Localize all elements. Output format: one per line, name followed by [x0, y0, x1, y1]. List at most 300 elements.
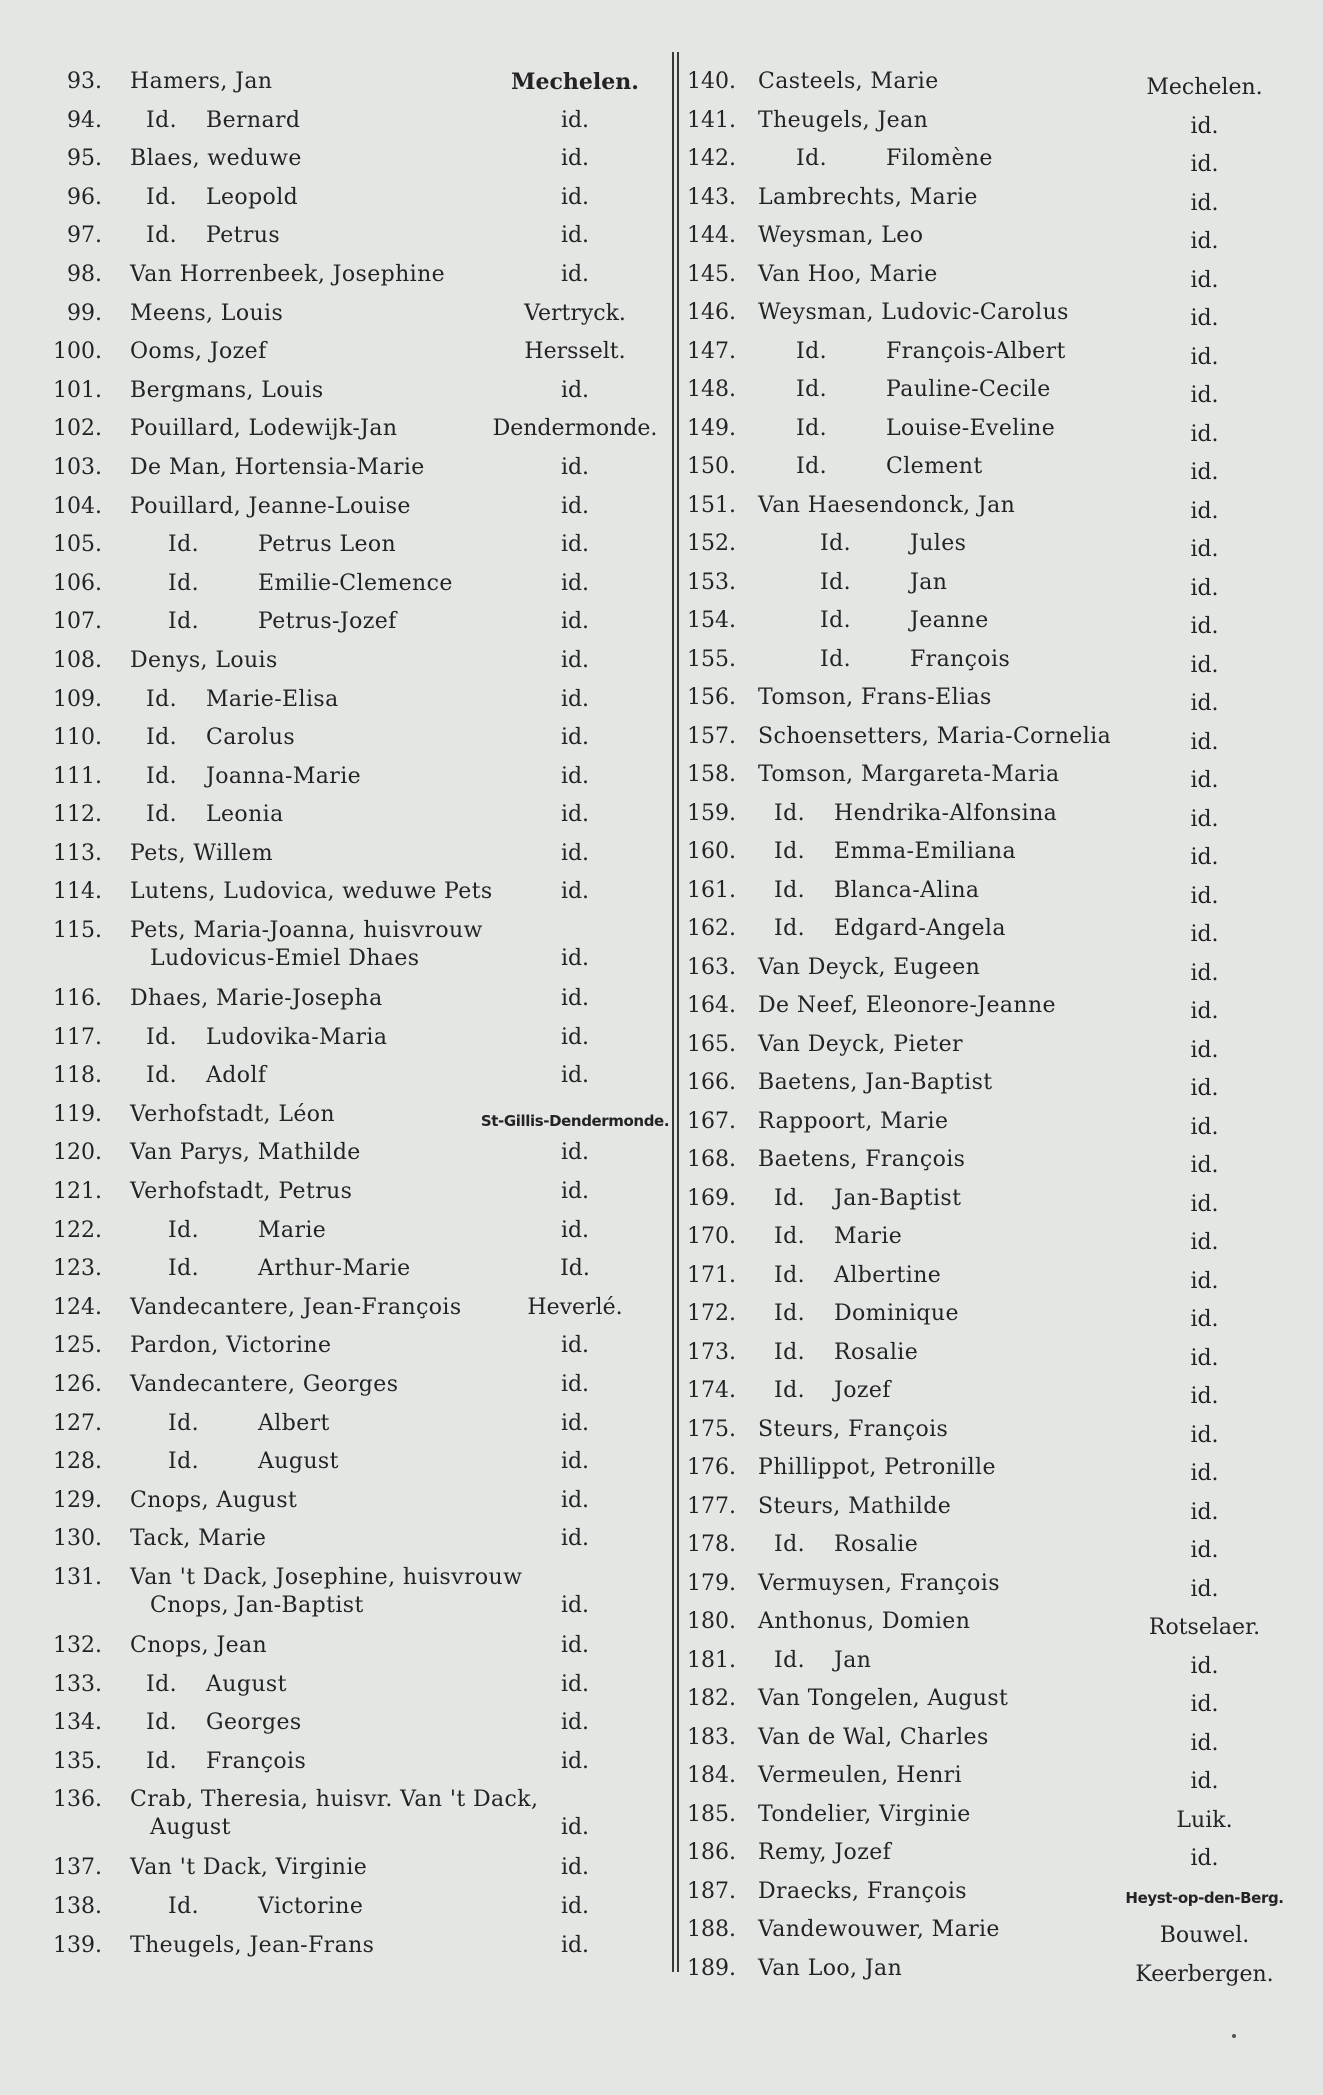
page-mark	[1232, 2034, 1236, 2038]
entry-place: id.	[1190, 1384, 1219, 1409]
register-entry	[40, 1371, 670, 1410]
entry-place: id.	[560, 146, 590, 172]
entry-number: 175.	[687, 1416, 736, 1442]
given-name: Petrus-Jozef	[258, 609, 397, 635]
register-entry	[682, 1801, 1302, 1840]
given-name: Albert	[258, 1410, 330, 1436]
entry-number: 130.	[53, 1526, 102, 1552]
entry-number: 137.	[53, 1855, 102, 1881]
entry-place: Rotselaer.	[1148, 1615, 1261, 1640]
ditto-id: Id.	[168, 1893, 199, 1919]
name-continuation: Cnops, Jan-Baptist	[150, 1592, 364, 1618]
entry-place: id.	[560, 946, 590, 972]
full-name: Van Deyck, Eugeen	[758, 954, 981, 980]
entry-place: id.	[1190, 1846, 1219, 1871]
given-name: Jules	[910, 531, 967, 556]
entry-place: id.	[1190, 152, 1219, 177]
entry-place: id.	[1190, 1499, 1219, 1525]
entry-number: 127.	[53, 1410, 102, 1436]
register-entry	[40, 1139, 670, 1178]
ditto-id: Id.	[796, 377, 827, 402]
register-entry	[40, 647, 670, 686]
register-entry	[682, 1300, 1302, 1339]
entry-number: 139.	[53, 1932, 102, 1958]
entry-number: 142.	[687, 146, 736, 171]
entry-number: 172.	[687, 1301, 736, 1326]
register-entry	[40, 531, 670, 570]
register-entry	[682, 607, 1302, 646]
entry-number: 154.	[687, 608, 736, 633]
entry-number: 151.	[687, 492, 736, 518]
entry-number: 107.	[53, 609, 102, 635]
register-entry	[40, 1564, 670, 1632]
entry-number: 150.	[687, 454, 736, 479]
entry-place: id.	[560, 377, 590, 403]
entry-number: 105.	[53, 532, 102, 558]
entry-number: 184.	[687, 1763, 736, 1788]
entry-place: id.	[560, 184, 590, 210]
register-entry	[682, 1262, 1302, 1301]
register-entry	[40, 1255, 670, 1294]
entry-number: 166.	[687, 1070, 736, 1095]
ditto-id: Id.	[146, 1024, 177, 1050]
register-entry	[40, 1217, 670, 1256]
entry-place: id.	[1190, 1653, 1219, 1679]
full-name: Van Horrenbeek, Josephine	[130, 261, 446, 287]
register-entry	[682, 761, 1302, 800]
given-name: Marie	[834, 1224, 903, 1249]
entry-number: 131.	[53, 1564, 102, 1590]
full-name: Verhofstadt, Petrus	[130, 1179, 353, 1205]
name-continuation: Ludovicus-Emiel Dhaes	[150, 946, 420, 972]
ditto-id: Id.	[146, 802, 177, 828]
register-entry	[682, 646, 1302, 685]
entry-number: 167.	[687, 1108, 736, 1134]
full-name: Denys, Louis	[130, 647, 278, 673]
register-entry	[682, 1416, 1302, 1455]
register-entry	[40, 1893, 670, 1932]
left-column	[40, 68, 670, 1970]
register-entry	[682, 376, 1302, 415]
entry-place: Heyst-op-den-Berg.	[1125, 1888, 1284, 1907]
ditto-id: Id.	[774, 839, 805, 864]
entry-number: 117.	[53, 1024, 102, 1050]
ditto-id: Id.	[820, 608, 851, 633]
full-name: Pets, Willem	[130, 840, 273, 866]
register-entry	[682, 877, 1302, 916]
entry-number: 177.	[687, 1493, 736, 1519]
full-name: Van 't Dack, Josephine, huisvrouw	[130, 1564, 523, 1590]
full-name: Lambrechts, Marie	[758, 184, 978, 210]
register-entry	[682, 1377, 1302, 1416]
entry-place: id.	[1190, 1191, 1219, 1217]
full-name: Dhaes, Marie-Josepha	[130, 986, 383, 1012]
ditto-id: Id.	[168, 1449, 199, 1475]
entry-place: id.	[1190, 1422, 1219, 1448]
full-name: Bergmans, Louis	[130, 377, 324, 403]
entry-place: id.	[560, 1526, 590, 1552]
full-name: Meens, Louis	[130, 300, 284, 326]
entry-number: 187.	[687, 1878, 736, 1904]
given-name: August	[258, 1449, 339, 1475]
ditto-id: Id.	[774, 1532, 805, 1557]
entry-place: id.	[560, 1179, 590, 1205]
entry-place: id.	[1190, 537, 1219, 562]
entry-number: 188.	[687, 1917, 736, 1942]
entry-number: 152.	[687, 531, 736, 556]
given-name: Georges	[206, 1710, 302, 1736]
entry-place: id.	[1190, 806, 1219, 832]
full-name: Rappoort, Marie	[758, 1108, 949, 1134]
given-name: Emilie-Clemence	[258, 570, 453, 596]
entry-place: id.	[1190, 383, 1219, 408]
register-entry	[682, 492, 1302, 531]
register-entry	[682, 723, 1302, 762]
given-name: François	[910, 646, 1011, 672]
ditto-id: Id.	[146, 107, 177, 133]
register-entry	[40, 107, 670, 146]
entry-place: id.	[560, 493, 590, 519]
register-entry	[40, 840, 670, 879]
entry-number: 119.	[53, 1101, 102, 1127]
ditto-id: Id.	[796, 415, 827, 441]
full-name: Phillippot, Petronille	[758, 1455, 996, 1480]
entry-place: id.	[1190, 1769, 1219, 1794]
register-entry	[40, 68, 670, 107]
entry-number: 161.	[687, 877, 736, 903]
register-entry	[682, 1955, 1302, 1994]
entry-number: 133.	[53, 1671, 102, 1697]
entry-number: 123.	[53, 1256, 102, 1282]
full-name: Schoensetters, Maria-Cornelia	[758, 723, 1112, 749]
register-entry	[40, 454, 670, 493]
entry-number: 143.	[687, 184, 736, 210]
full-name: Van de Wal, Charles	[758, 1724, 989, 1750]
entry-number: 124.	[53, 1294, 102, 1320]
entry-number: 157.	[687, 723, 736, 749]
entry-place: id.	[1190, 460, 1219, 485]
register-entry	[682, 1685, 1302, 1724]
register-entry	[682, 1647, 1302, 1686]
entry-number: 96.	[67, 184, 102, 210]
ditto-id: Id.	[168, 570, 199, 596]
entry-place: id.	[1190, 1461, 1219, 1486]
entry-place: id.	[560, 725, 590, 751]
given-name: Hendrika-Alfonsina	[834, 800, 1058, 826]
entry-number: 156.	[687, 685, 736, 710]
given-name: Jeanne	[910, 608, 989, 633]
ditto-id: Id.	[796, 338, 827, 364]
ditto-id: Id.	[774, 916, 805, 941]
entry-place: id.	[560, 1372, 590, 1397]
entry-number: 110.	[53, 725, 102, 751]
entry-place: id.	[560, 1932, 590, 1958]
full-name: De Neef, Eleonore-Jeanne	[758, 993, 1056, 1018]
entry-place: id.	[1190, 1076, 1219, 1101]
entry-place: id.	[560, 570, 590, 596]
register-entry	[40, 222, 670, 261]
entry-number: 114.	[53, 879, 102, 905]
entry-place: id.	[1190, 421, 1219, 447]
full-name: Weysman, Ludovic-Carolus	[758, 300, 1069, 325]
ditto-id: Id.	[774, 800, 805, 826]
given-name: François-Albert	[886, 338, 1066, 364]
entry-place: Id.	[560, 1256, 590, 1282]
entry-place: id.	[560, 1710, 590, 1736]
entry-place: id.	[560, 1217, 590, 1243]
entry-place: id.	[1190, 229, 1219, 254]
entry-number: 171.	[687, 1262, 736, 1288]
register-entry	[40, 801, 670, 840]
entry-number: 115.	[53, 918, 102, 944]
full-name: Van Hoo, Marie	[758, 261, 938, 287]
entry-place: Keerbergen.	[1135, 1961, 1274, 1987]
entry-number: 174.	[687, 1378, 736, 1403]
column-divider	[672, 52, 674, 1972]
entry-place: id.	[1190, 960, 1219, 986]
register-entry	[682, 954, 1302, 993]
register-entry	[40, 1294, 670, 1333]
entry-place: id.	[1190, 922, 1219, 947]
entry-place: id.	[560, 763, 590, 789]
register-entry	[40, 1748, 670, 1787]
entry-place: id.	[1190, 845, 1219, 870]
full-name: Lutens, Ludovica, weduwe Pets	[130, 879, 493, 905]
entry-number: 136.	[53, 1787, 102, 1813]
entry-number: 93.	[67, 69, 102, 94]
entry-place: id.	[560, 1333, 590, 1359]
ditto-id: Id.	[146, 1671, 177, 1697]
given-name: Albertine	[834, 1262, 942, 1288]
full-name: Cnops, Jean	[130, 1632, 268, 1658]
full-name: Theugels, Jean-Frans	[130, 1932, 375, 1958]
right-column	[682, 68, 1302, 1993]
entry-number: 111.	[53, 763, 102, 789]
entry-number: 97.	[67, 223, 102, 249]
register-entry	[40, 1709, 670, 1748]
name-continuation: August	[150, 1815, 231, 1841]
entry-place: id.	[1190, 1538, 1219, 1563]
entry-number: 106.	[53, 570, 102, 596]
full-name: Van Loo, Jan	[758, 1955, 903, 1981]
entry-place: id.	[1190, 1037, 1219, 1063]
entry-number: 116.	[53, 986, 102, 1012]
full-name: Ooms, Jozef	[130, 339, 267, 365]
entry-number: 170.	[687, 1224, 736, 1249]
register-entry	[682, 261, 1302, 300]
full-name: Anthonus, Domien	[758, 1609, 971, 1634]
full-name: Remy, Jozef	[758, 1840, 892, 1865]
full-name: Weysman, Leo	[758, 223, 924, 248]
ditto-id: Id.	[146, 686, 177, 712]
register-entry	[682, 1031, 1302, 1070]
ditto-id: Id.	[774, 1647, 805, 1673]
entry-number: 149.	[687, 415, 736, 441]
entry-number: 179.	[687, 1570, 736, 1596]
register-entry	[682, 1185, 1302, 1224]
ditto-id: Id.	[774, 1224, 805, 1249]
given-name: Carolus	[206, 725, 296, 751]
full-name: Crab, Theresia, huisvr. Van 't Dack,	[130, 1787, 539, 1813]
given-name: Rosalie	[834, 1532, 919, 1557]
ditto-id: Id.	[168, 609, 199, 635]
ditto-id: Id.	[774, 1185, 805, 1211]
ditto-id: Id.	[820, 569, 851, 595]
entry-number: 129.	[53, 1487, 102, 1513]
ditto-id: Id.	[774, 1378, 805, 1403]
ditto-id: Id.	[168, 1256, 199, 1282]
entry-number: 148.	[687, 377, 736, 402]
entry-place: Vertryck.	[524, 300, 626, 326]
register-entry	[682, 222, 1302, 261]
entry-place: Heverlé.	[527, 1294, 623, 1320]
register-entry	[40, 1632, 670, 1671]
entry-number: 134.	[53, 1710, 102, 1736]
register-entry	[682, 1223, 1302, 1262]
register-entry	[40, 1932, 670, 1971]
register-entry	[40, 724, 670, 763]
entry-place: id.	[560, 647, 590, 673]
entry-place: id.	[560, 802, 590, 828]
register-entry	[40, 377, 670, 416]
entry-place: id.	[560, 609, 590, 635]
full-name: Baetens, Jan-Baptist	[758, 1070, 993, 1095]
entry-place: Mechelen.	[1146, 75, 1263, 100]
register-entry	[682, 1570, 1302, 1609]
register-entry	[40, 1332, 670, 1371]
full-name: Draecks, François	[758, 1878, 967, 1904]
register-entry	[682, 1108, 1302, 1147]
entry-place: id.	[560, 686, 590, 712]
entry-number: 168.	[687, 1147, 736, 1172]
entry-place: id.	[1190, 1307, 1219, 1332]
entry-number: 121.	[53, 1179, 102, 1205]
ditto-id: Id.	[774, 1301, 805, 1326]
ditto-id: Id.	[168, 1217, 199, 1243]
full-name: Verhofstadt, Léon	[130, 1101, 335, 1127]
entry-place: id.	[560, 1748, 590, 1774]
entry-number: 98.	[67, 261, 102, 287]
ditto-id: Id.	[146, 725, 177, 751]
full-name: Tack, Marie	[130, 1526, 267, 1552]
entry-number: 100.	[53, 339, 102, 365]
register-entry	[40, 145, 670, 184]
register-entry	[682, 1454, 1302, 1493]
entry-number: 113.	[53, 840, 102, 866]
register-entry	[40, 1487, 670, 1526]
entry-number: 104.	[53, 493, 102, 519]
entry-place: id.	[1190, 652, 1219, 678]
entry-place: id.	[1190, 768, 1219, 793]
entry-place: id.	[1190, 1230, 1219, 1255]
register-entry	[682, 800, 1302, 839]
ditto-id: Id.	[168, 1410, 199, 1436]
entry-number: 108.	[53, 647, 102, 673]
entry-number: 155.	[687, 646, 736, 672]
ditto-id: Id.	[146, 1063, 177, 1089]
given-name: Pauline-Cecile	[886, 377, 1051, 402]
full-name: Van Tongelen, August	[758, 1686, 1009, 1711]
entry-number: 153.	[687, 569, 736, 595]
entry-place: id.	[560, 1671, 590, 1697]
entry-place: id.	[560, 1140, 590, 1166]
full-name: Tondelier, Virginie	[758, 1801, 971, 1827]
register-entry	[40, 1178, 670, 1217]
ditto-id: Id.	[820, 531, 851, 556]
full-name: Hamers, Jan	[130, 69, 273, 94]
entry-number: 126.	[53, 1372, 102, 1397]
entry-place: id.	[1190, 883, 1219, 909]
entry-number: 164.	[687, 993, 736, 1018]
register-entry	[682, 915, 1302, 954]
full-name: Van 't Dack, Virginie	[130, 1855, 368, 1881]
entry-place: id.	[1190, 691, 1219, 716]
entry-place: id.	[560, 1410, 590, 1436]
full-name: Baetens, François	[758, 1147, 966, 1172]
entry-number: 132.	[53, 1632, 102, 1658]
given-name: Ludovika-Maria	[206, 1024, 388, 1050]
given-name: François	[206, 1748, 307, 1774]
entry-number: 159.	[687, 800, 736, 826]
entry-place: id.	[560, 1855, 590, 1881]
entry-place: id.	[560, 107, 590, 133]
full-name: Van Haesendonck, Jan	[758, 492, 1016, 518]
register-entry	[682, 1608, 1302, 1647]
ditto-id: Id.	[146, 763, 177, 789]
entry-place: Mechelen.	[511, 69, 639, 95]
entry-number: 181.	[687, 1647, 736, 1673]
entry-number: 185.	[687, 1801, 736, 1827]
entry-place: id.	[1190, 614, 1219, 639]
given-name: Adolf	[206, 1063, 267, 1089]
entry-place: id.	[560, 1592, 590, 1618]
entry-number: 99.	[67, 300, 102, 326]
register-entry	[682, 1069, 1302, 1108]
entry-place: id.	[1190, 1345, 1219, 1371]
full-name: Van Parys, Mathilde	[130, 1140, 361, 1166]
entry-number: 95.	[67, 146, 102, 172]
register-entry	[682, 1531, 1302, 1570]
register-entry	[40, 985, 670, 1024]
full-name: Blaes, weduwe	[130, 146, 302, 172]
register-entry	[40, 415, 670, 454]
register-entry	[40, 878, 670, 917]
given-name: Jozef	[834, 1378, 891, 1403]
given-name: Rosalie	[834, 1339, 919, 1365]
entry-place: id.	[560, 986, 590, 1012]
full-name: Casteels, Marie	[758, 69, 939, 94]
entry-place: id.	[1190, 1114, 1219, 1140]
entry-place: id.	[560, 840, 590, 866]
entry-number: 186.	[687, 1840, 736, 1865]
entry-number: 163.	[687, 954, 736, 980]
entry-number: 182.	[687, 1686, 736, 1711]
full-name: Vermuysen, François	[758, 1570, 1000, 1596]
entry-place: id.	[1190, 190, 1219, 216]
register-entry	[40, 1410, 670, 1449]
entry-place: Luik.	[1176, 1807, 1233, 1833]
entry-place: id.	[1190, 999, 1219, 1024]
register-entry	[682, 1493, 1302, 1532]
entry-number: 146.	[687, 300, 736, 325]
entry-place: id.	[1190, 306, 1219, 331]
entry-number: 120.	[53, 1140, 102, 1166]
entry-place: id.	[1190, 267, 1219, 293]
register-entry	[40, 1786, 670, 1854]
given-name: Bernard	[206, 107, 301, 133]
register-entry	[682, 569, 1302, 608]
entry-number: 183.	[687, 1724, 736, 1750]
